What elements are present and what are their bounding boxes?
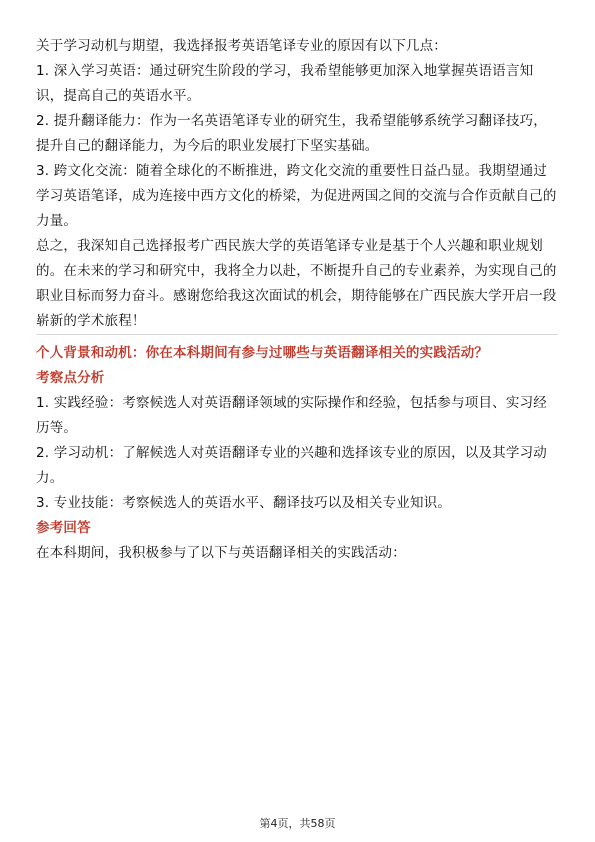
reason-item-2: 2. 提升翻译能力：作为一名英语笔译专业的研究生，我希望能够系统学习翻译技巧，提升自己的翻译能力，为今后的职业发展打下坚实基础。 — [36, 113, 547, 154]
analysis-item-2: 2. 学习动机：了解候选人对英语翻译专业的兴趣和选择该专业的原因，以及其学习动力。 — [36, 445, 547, 486]
page-number: 第4页，共58页 — [259, 817, 336, 830]
section-divider — [36, 334, 558, 335]
reason-item-1: 1. 深入学习英语：通过研究生阶段的学习，我希望能够更加深入地掌握英语语言知识，提高自己的英语水平。 — [36, 63, 534, 104]
intro-paragraph: 关于学习动机与期望，我选择报考英语笔译专业的原因有以下几点： — [36, 38, 447, 54]
question-heading: 个人背景和动机：你在本科期间有参与过哪些与英语翻译相关的实践活动？ — [36, 345, 489, 361]
analysis-heading: 考察点分析 — [36, 370, 105, 386]
analysis-item-3: 3. 专业技能：考察候选人的英语水平、翻译技巧以及相关专业知识。 — [36, 495, 452, 511]
answer-heading: 参考回答 — [36, 520, 91, 536]
reason-item-3: 3. 跨文化交流：随着全球化的不断推进，跨文化交流的重要性日益凸显。我期望通过学习英语笔译，成为连接中西方文化的桥梁，为促进两国之间的交流与合作贡献自己的力量。 — [36, 163, 557, 229]
summary-paragraph: 总之，我深知自己选择报考广西民族大学的英语笔译专业是基于个人兴趣和职业规划的。在未来的学习和研究中，我将全力以赴，不断提升自己的专业素养，为实现自己的职业目标而努力奋斗。感谢您给我这次面试的机会，期待能够在广西民族大学开启一段崭新的学术旅程！ — [36, 238, 557, 329]
analysis-item-1: 1. 实践经验：考察候选人对英语翻译领域的实际操作和经验，包括参与项目、实习经历等。 — [36, 395, 547, 436]
answer-intro: 在本科期间，我积极参与了以下与英语翻译相关的实践活动： — [36, 545, 406, 561]
document-body — [36, 34, 558, 566]
